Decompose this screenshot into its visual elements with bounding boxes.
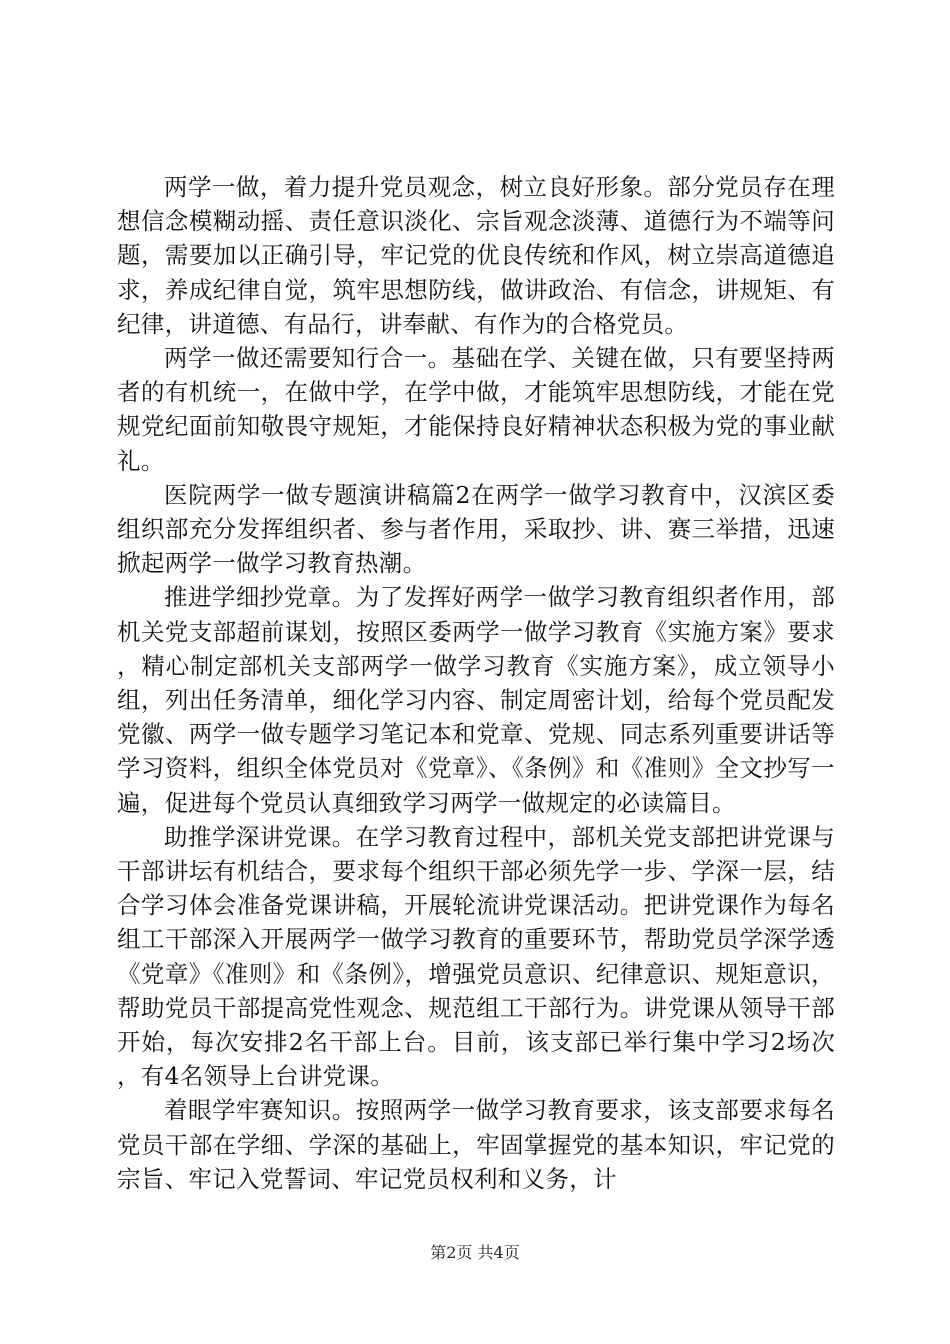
page-number-footer: 第2页 共4页 xyxy=(430,1243,520,1262)
paragraph: 两学一做还需要知行合一。基础在学、关键在做，只有要坚持两者的有机统一，在做中学，在学中做，才能筑牢思想防线，才能在党规党纪面前知敬畏守规矩，才能保持良好精神状态积极为党的事业献礼。 xyxy=(117,344,835,475)
paragraph: 着眼学牢赛知识。按照两学一做学习教育要求，该支部要求每名党员干部在学细、学深的基础上，牢固掌握党的基本知识，牢记党的宗旨、牢记入党誓词、牢记党员权利和义务，计 xyxy=(117,1096,835,1193)
paragraph: 两学一做，着力提升党员观念，树立良好形象。部分党员存在理想信念模糊动摇、责任意识淡化、宗旨观念淡薄、道德行为不端等问题，需要加以正确引导，牢记党的优良传统和作风，树立崇高道德追求，养成纪律自觉，筑牢思想防线，做讲政治、有信念，讲规矩、有纪律，讲道德、有品行，讲奉献、有作为的合格党员。 xyxy=(117,173,835,338)
document-body xyxy=(117,170,835,1196)
paragraph: 推进学细抄党章。为了发挥好两学一做学习教育组织者作用，部机关党支部超前谋划，按照区委两学一做学习教育《实施方案》要求，精心制定部机关支部两学一做学习教育《实施方案》，成立领导小组，列出任务清单，细化学习内容、制定周密计划，给每个党员配发党徽、两学一做专题学习笔记本和党章、党规、同志系列重要讲话等学习资料，组织全体党员对《党章》、《条例》和《准则》全文抄写一遍，促进每个党员认真细致学习两学一做规定的必读篇目。 xyxy=(117,583,835,817)
paragraph: 医院两学一做专题演讲稿篇2在两学一做学习教育中，汉滨区委组织部充分发挥组织者、参与者作用，采取抄、讲、赛三举措，迅速掀起两学一做学习教育热潮。 xyxy=(117,480,835,578)
paragraph: 助推学深讲党课。在学习教育过程中，部机关党支部把讲党课与干部讲坛有机结合，要求每个组织干部必须先学一步、学深一层，结合学习体会准备党课讲稿，开展轮流讲党课活动。把讲党课作为每名组工干部深入开展两学一做学习教育的重要环节，帮助党员学深学透《党章》《准则》和《条例》，增强党员意识、纪律意识、规矩意识，帮助党员干部提高党性观念、规范组工干部行为。讲党课从领导干部开始，每次安排2名干部上台。目前，该支部已举行集中学习2场次，有4名领导上台讲党课。 xyxy=(117,822,835,1091)
